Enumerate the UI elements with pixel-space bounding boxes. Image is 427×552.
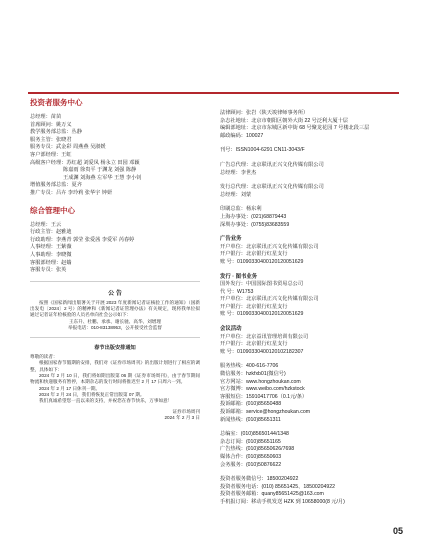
distribution-business-block (220, 274, 400, 320)
staff-line: 行政助理：李燕青 郭莹 张爱茜 李爱军 芮春婷 (30, 236, 135, 243)
public-notice (30, 288, 200, 331)
info-line: 印刷总监：杨东利 (220, 206, 262, 213)
info-line: 广告总代理：北京联讯正兴文化传媒有限公司 (220, 161, 324, 168)
info-line: 投诉邮箱：(010)85650488 (220, 401, 282, 408)
conference-title: 会议活动 (220, 326, 242, 333)
notice-paragraph: 2024 年 2 月 17 日休刊一期。 (39, 385, 101, 391)
notice-paragraph: 按照《国家新闻出版署关于开展 2023 年度新闻记者证核验工作的通知》（国新出发电〔2024〕2 号）的精神和《新闻记者证管理办法》有关规定，现将我单位拟通过记者证年检核验的人员名单向社会公示如下： (30, 299, 200, 318)
info-line: 投资者服务微信号：18500204922 (220, 476, 299, 483)
info-line: 上海办事处：(021)68879443 (220, 213, 287, 220)
info-line: 开户银行：北京银行红星支行 (220, 251, 288, 258)
staff-line: 服务专员：武金彩 周燕燕 吴淑媛 (30, 144, 106, 151)
offices-block (220, 206, 400, 229)
info-line: 法律顾问：张岩（陕天竣律师事务所） (220, 110, 309, 116)
info-line: 投资者服务电话：(010) 85651425、18500204922 (220, 483, 336, 490)
staff-line: 人事经理：王紫薇 (30, 244, 72, 251)
ads-business-block (220, 236, 400, 266)
top-divider (28, 92, 399, 94)
conference-block (220, 326, 400, 356)
contact-block (220, 363, 400, 424)
staff-line: 教学服务部总监：丛静 (30, 129, 82, 136)
holiday-notice-title: 春节出版安排通知 (94, 345, 136, 352)
info-line: 官方网站：www.hongzhoukan.com (220, 378, 301, 385)
info-line: 开户单位：北京联讯正兴文化传媒有限公司 (220, 296, 319, 303)
general-staff-list (30, 222, 200, 275)
notice-signature: 证券市场周刊 (172, 408, 200, 414)
info-line: 客服短信：15910417706（0.1元/条） (220, 393, 308, 400)
info-line: 投诉邮箱：service@hongzhoukan.com (220, 409, 311, 415)
staff-line: 行政主管：赵雅迪 (30, 229, 72, 236)
notice-names: 王东升、杜鹏、承承、谢长驰、高华、刘增理 (69, 318, 161, 324)
left-column (30, 97, 200, 421)
info-line: 微信服务：hzkfxb01(微信号) (220, 371, 286, 378)
notice-paragraph: 我们真诚希望您一直以来的支持，并祝您在春节快乐，万事如意！ (39, 398, 173, 404)
info-line: 服务热线：400-616-7706 (220, 363, 279, 370)
staff-line: 客户部经理：王虹 (30, 151, 72, 158)
info-line: 开户单位：北京益讯管理培训有限公司 (220, 333, 309, 340)
info-line: 总经理：刘蒙 (220, 191, 252, 198)
info-line: 总经理：李世杰 (220, 169, 257, 176)
info-line: 官方微博：www.weibo.com/hzkstock (220, 386, 305, 393)
info-line: 开户银行：北京银行红星支行 (220, 303, 288, 310)
staff-line: 客服部经理：赵嫱 (30, 259, 72, 266)
staff-line: 人事助理：李晓微 (30, 251, 72, 258)
notice-paragraph: 根据国家春节假期的安排，我们对《证券市场周刊》的出版计划进行了相应的调整，具体如下： (30, 360, 200, 372)
section-divider (30, 337, 200, 338)
staff-line: 王成渊 刘海燕 左军华 王慧 李小钊 (63, 174, 142, 181)
ad-agent-block (220, 162, 400, 177)
issn-line: 刊号：ISSN1004-6291 CN11-3043/F (220, 147, 305, 154)
info-line: 广告热线：(010)85650626/7698 (220, 446, 295, 453)
notice-paragraph: 2024 年 2 月 24 日，我们将恢复正常出版第 07 期。 (39, 391, 145, 397)
info-line: 账 号：01090330400120120051629 (220, 311, 304, 318)
notice-date: 2024 年 2 月 3 日 (164, 414, 200, 420)
investor-contact-block (220, 476, 400, 506)
info-line: 账 号：01090330400120102182307 (220, 348, 304, 355)
general-center-title: 综合管理中心 (30, 205, 75, 215)
legal-address-block (220, 110, 400, 140)
info-line: 邮政编码：100027 (220, 132, 264, 139)
staff-line: 首席顾问：姚万义 (30, 121, 72, 128)
info-line: 杂志社地址：北京市朝阳区朝外大街 22 号泛利大厦十层 (220, 117, 348, 124)
distribution-business-title: 发行 · 图书业务 (220, 273, 258, 280)
staff-line: 增值服务部总监：夏齐 (30, 182, 82, 189)
staff-line: 客服专员：张英 (30, 267, 67, 274)
notice-title: 公 告 (108, 290, 122, 297)
info-line: 媒体合作：(010)85650603 (220, 453, 282, 460)
info-line: 手机报订阅：移动手机发送 HZK 到 10658000(8 元/月) (220, 498, 345, 505)
notice-paragraph: 2024 年 2 月 10 日，我们将如期出版第 06 期《证券市场周刊》，由于春节期间物流和快递服务有暂停，本期杂志的发行时间将推迟至 2 月 17 日周六一到。 (30, 373, 200, 385)
info-line: 投资者服务邮箱：quany85651425@163.com (220, 491, 324, 498)
info-line: 开户银行：北京银行红星支行 (220, 341, 288, 348)
ads-business-title: 广告业务 (220, 236, 242, 243)
investor-center-title: 投资者服务中心 (30, 98, 83, 107)
info-line: 代 号：W1753 (220, 288, 254, 295)
right-column (220, 110, 400, 507)
info-line: 国外发行：中国国际图书贸易总公司 (220, 281, 304, 288)
staff-line: 总经理：苗苗 (30, 114, 62, 120)
distribution-agent-block (220, 184, 400, 199)
info-line: 杂志订阅：(010)85651165 (220, 438, 281, 445)
investor-staff-list (30, 114, 200, 198)
notice-greeting: 尊敬的读者： (30, 354, 58, 360)
section-divider (30, 281, 200, 282)
info-line: 编辑部地址：北京市东城区新中街 68 号聚龙花园 7 号楼北段三层 (220, 125, 370, 132)
staff-line: 推广专员：吕卉 李玲莉 张华宇 钟妍 (30, 189, 113, 196)
staff-line: 高级客户经理：苏红超 刘爱凤 杨永立 田园 邓颖 (30, 159, 140, 166)
info-line: 深圳办事处：(0755)83683559 (220, 221, 290, 228)
holiday-notice (30, 344, 200, 421)
info-line: 发行总代理：北京联讯正兴文化传媒有限公司 (220, 184, 324, 191)
info-line: 新闻热线：(010)85651311 (220, 416, 281, 423)
page-number: 05 (392, 526, 403, 536)
info-line: 账 号：01090330400120120051629 (220, 258, 304, 265)
staff-line: 陈嘉雨 徐贵平 于渊龙 刘强 陈静 (63, 167, 137, 174)
phone-block (220, 431, 400, 469)
info-line: 开户单位：北京联讯正兴文化传媒有限公司 (220, 243, 319, 250)
staff-line: 总经理：王云 (30, 221, 62, 228)
staff-line: 服务主管：张晓君 (30, 136, 72, 143)
info-line: 会务服务：(010)50876622 (220, 461, 282, 468)
info-line: 总编室：(010)85650144/1348 (220, 431, 289, 438)
notice-phone: 举报电话：010-83138953，公开接受社会监督 (68, 324, 162, 330)
